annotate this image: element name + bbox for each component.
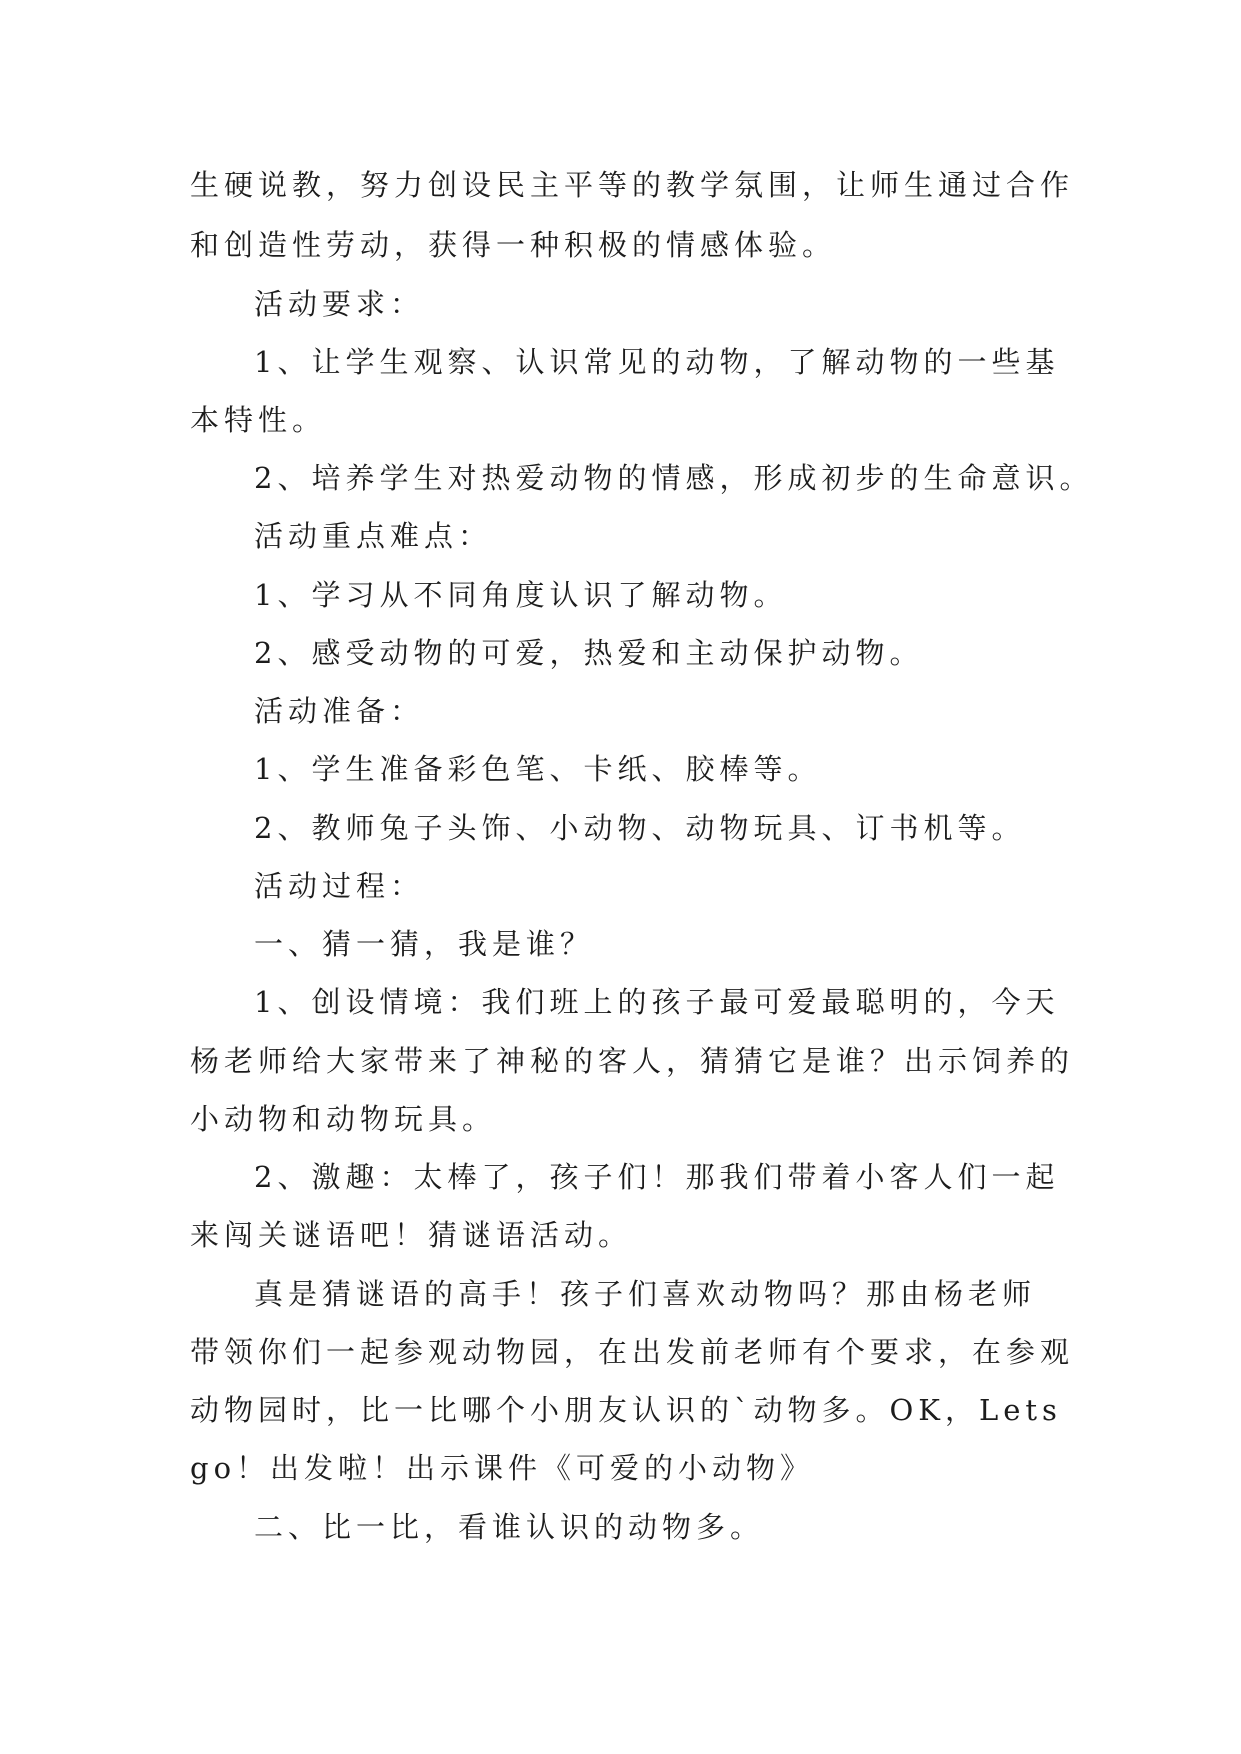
text-line: 1、让学生观察、认识常见的动物，了解动物的一些基 — [254, 345, 1060, 379]
text-line: 1、学生准备彩色笔、卡纸、胶棒等。 — [254, 752, 822, 786]
section-heading: 活动重点难点： — [254, 519, 493, 553]
text-line: 1、创设情境：我们班上的孩子最可爱最聪明的，今天 — [254, 985, 1060, 1019]
text-line: 一、猜一猜，我是谁？ — [254, 927, 595, 961]
text-line: 2、激趣：太棒了，孩子们！那我们带着小客人们一起 — [254, 1160, 1060, 1194]
text-line: go！出发啦！出示课件《可爱的小动物》 — [190, 1451, 815, 1485]
text-line: 来闯关谜语吧！猜谜语活动。 — [190, 1218, 633, 1252]
text-line: 2、感受动物的可爱，热爱和主动保护动物。 — [254, 636, 924, 670]
text-line: 2、培养学生对热爱动物的情感，形成初步的生命意识。 — [254, 461, 1094, 495]
text-line: 1、学习从不同角度认识了解动物。 — [254, 578, 788, 612]
text-line: 小动物和动物玩具。 — [190, 1102, 497, 1136]
section-heading: 活动过程： — [254, 869, 425, 903]
section-heading: 活动要求： — [254, 287, 425, 321]
section-heading: 活动准备： — [254, 694, 425, 728]
text-line: 2、教师兔子头饰、小动物、动物玩具、订书机等。 — [254, 811, 1026, 845]
text-line: 带领你们一起参观动物园，在出发前老师有个要求，在参观 — [190, 1335, 1075, 1369]
text-line: 动物园时，比一比哪个小朋友认识的`动物多。OK，Lets — [190, 1393, 1062, 1427]
text-line: 真是猜谜语的高手！孩子们喜欢动物吗？那由杨老师 — [254, 1277, 1037, 1311]
section-heading: 二、比一比，看谁认识的动物多。 — [254, 1510, 765, 1544]
text-line: 杨老师给大家带来了神秘的客人，猜猜它是谁？出示饲养的 — [190, 1044, 1075, 1078]
text-line: 本特性。 — [190, 403, 327, 437]
text-line: 生硬说教，努力创设民主平等的教学氛围，让师生通过合作 — [190, 168, 1075, 202]
text-line: 和创造性劳动，获得一种积极的情感体验。 — [190, 228, 837, 262]
